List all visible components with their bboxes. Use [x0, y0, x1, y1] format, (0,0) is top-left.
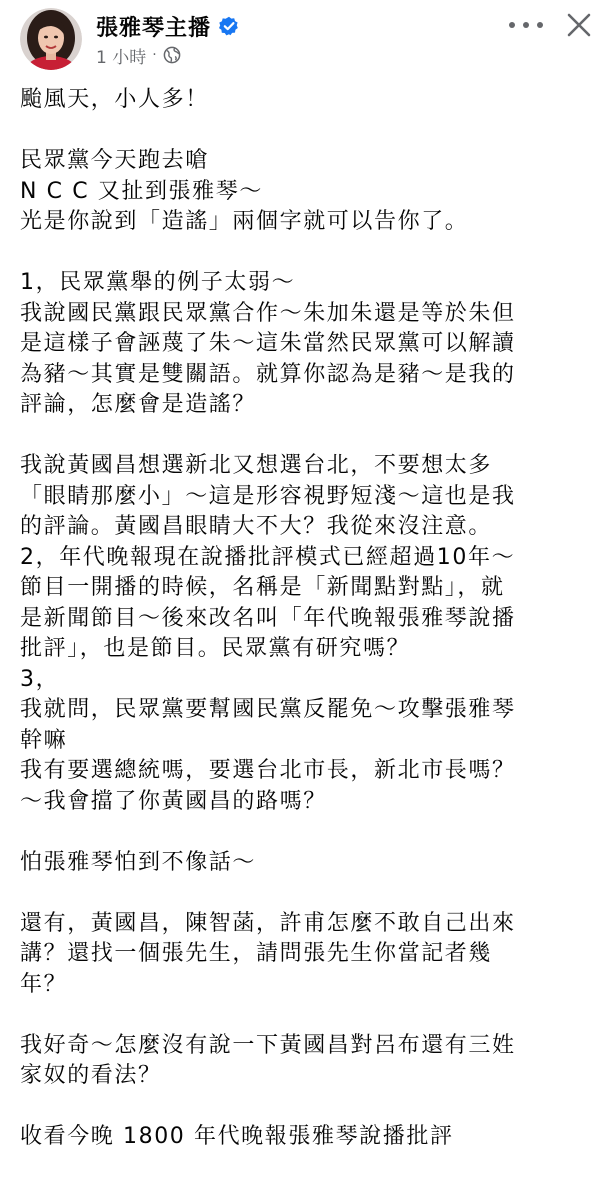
- blank-line: [20, 817, 605, 848]
- post-text-line: 收看今晚 1800 年代晚報張雅琴說播批評: [20, 1124, 454, 1149]
- more-dot: [509, 22, 515, 28]
- post-text-line: 「眼睛那麼小」～這是形容視野短淺～這也是我: [20, 483, 516, 509]
- post-header: [0, 0, 613, 80]
- post-text-line: 還有，黃國昌，陳智菡，許甫怎麼不敢自己出來: [20, 910, 516, 936]
- meta-separator: ·: [152, 47, 157, 63]
- post-text-line: 我說國民黨跟民眾黨合作～朱加朱還是等於朱但: [20, 300, 516, 326]
- post-text-line: 怕張雅琴怕到不像話～: [20, 849, 257, 875]
- post-text-line: 光是你說到「造謠」兩個字就可以告你了。: [20, 209, 469, 234]
- post-meta: [96, 44, 181, 66]
- post-text-line: 1，民眾黨舉的例子太弱～: [20, 270, 296, 295]
- post-text-line: 我有要選總統嗎，要選台北市長，新北市長嗎？: [20, 758, 516, 783]
- post-text-line: 是新聞節目～後來改名叫「年代晚報張雅琴說播: [20, 605, 516, 631]
- post-text-line: 家奴的看法？: [20, 1063, 162, 1088]
- verified-badge-icon: [219, 16, 239, 36]
- globe-icon: [163, 46, 181, 64]
- post-text-line: 評論，怎麼會是造謠？: [20, 392, 257, 417]
- post-text-line: 年？: [20, 971, 68, 997]
- avatar[interactable]: [20, 8, 82, 70]
- author-row: [96, 12, 239, 40]
- blank-line: [20, 238, 605, 269]
- post-text-line: 我好奇～怎麼沒有說一下黃國昌對呂布還有三姓: [20, 1032, 516, 1058]
- more-options-icon[interactable]: [509, 18, 543, 32]
- blank-line: [20, 1092, 605, 1123]
- blank-line: [20, 116, 605, 147]
- post-text-line: 3，: [20, 666, 60, 692]
- post-text-line: 民眾黨今天跑去嗆: [20, 148, 209, 173]
- post-time[interactable]: 1 小時: [96, 47, 147, 68]
- blank-line: [20, 421, 605, 452]
- post-text-line: 我說黃國昌想選新北又想選台北，不要想太多: [20, 453, 493, 478]
- post-text-line: 幹嘛: [20, 727, 68, 753]
- post-text-line: 我就問，民眾黨要幫國民黨反罷免～攻擊張雅琴: [20, 697, 516, 722]
- post-text-line: 節目一開播的時候，名稱是「新聞點對點」，就: [20, 575, 505, 600]
- post-text-line: 講？還找一個張先生，請問張先生你當記者幾: [20, 941, 493, 966]
- author-name[interactable]: 張雅琴主播: [96, 15, 212, 41]
- post-text-line: 2，年代晚報現在說播批評模式已經超過10年～: [20, 544, 516, 570]
- post-text-line: 颱風天，小人多！: [20, 87, 209, 112]
- post-body: [20, 85, 605, 1153]
- close-icon[interactable]: [564, 10, 594, 40]
- post-text-line: 為豬～其實是雙關語。就算你認為是豬～是我的: [20, 361, 516, 387]
- blank-line: [20, 1000, 605, 1031]
- post-text-line: 是這樣子會誣蔑了朱～這朱當然民眾黨可以解讀: [20, 331, 516, 356]
- blank-line: [20, 878, 605, 909]
- post-text-line: 的評論。黃國昌眼睛大不大？我從來沒注意。: [20, 514, 493, 539]
- post-text-line: N C C 又扯到張雅琴～: [20, 178, 263, 204]
- more-dot: [537, 22, 543, 28]
- post-text-line: ～我會擋了你黃國昌的路嗎？: [20, 788, 327, 814]
- post-text-line: 批評」，也是節目。民眾黨有研究嗎？: [20, 636, 411, 661]
- more-dot: [523, 22, 529, 28]
- avatar-photo: [20, 8, 82, 70]
